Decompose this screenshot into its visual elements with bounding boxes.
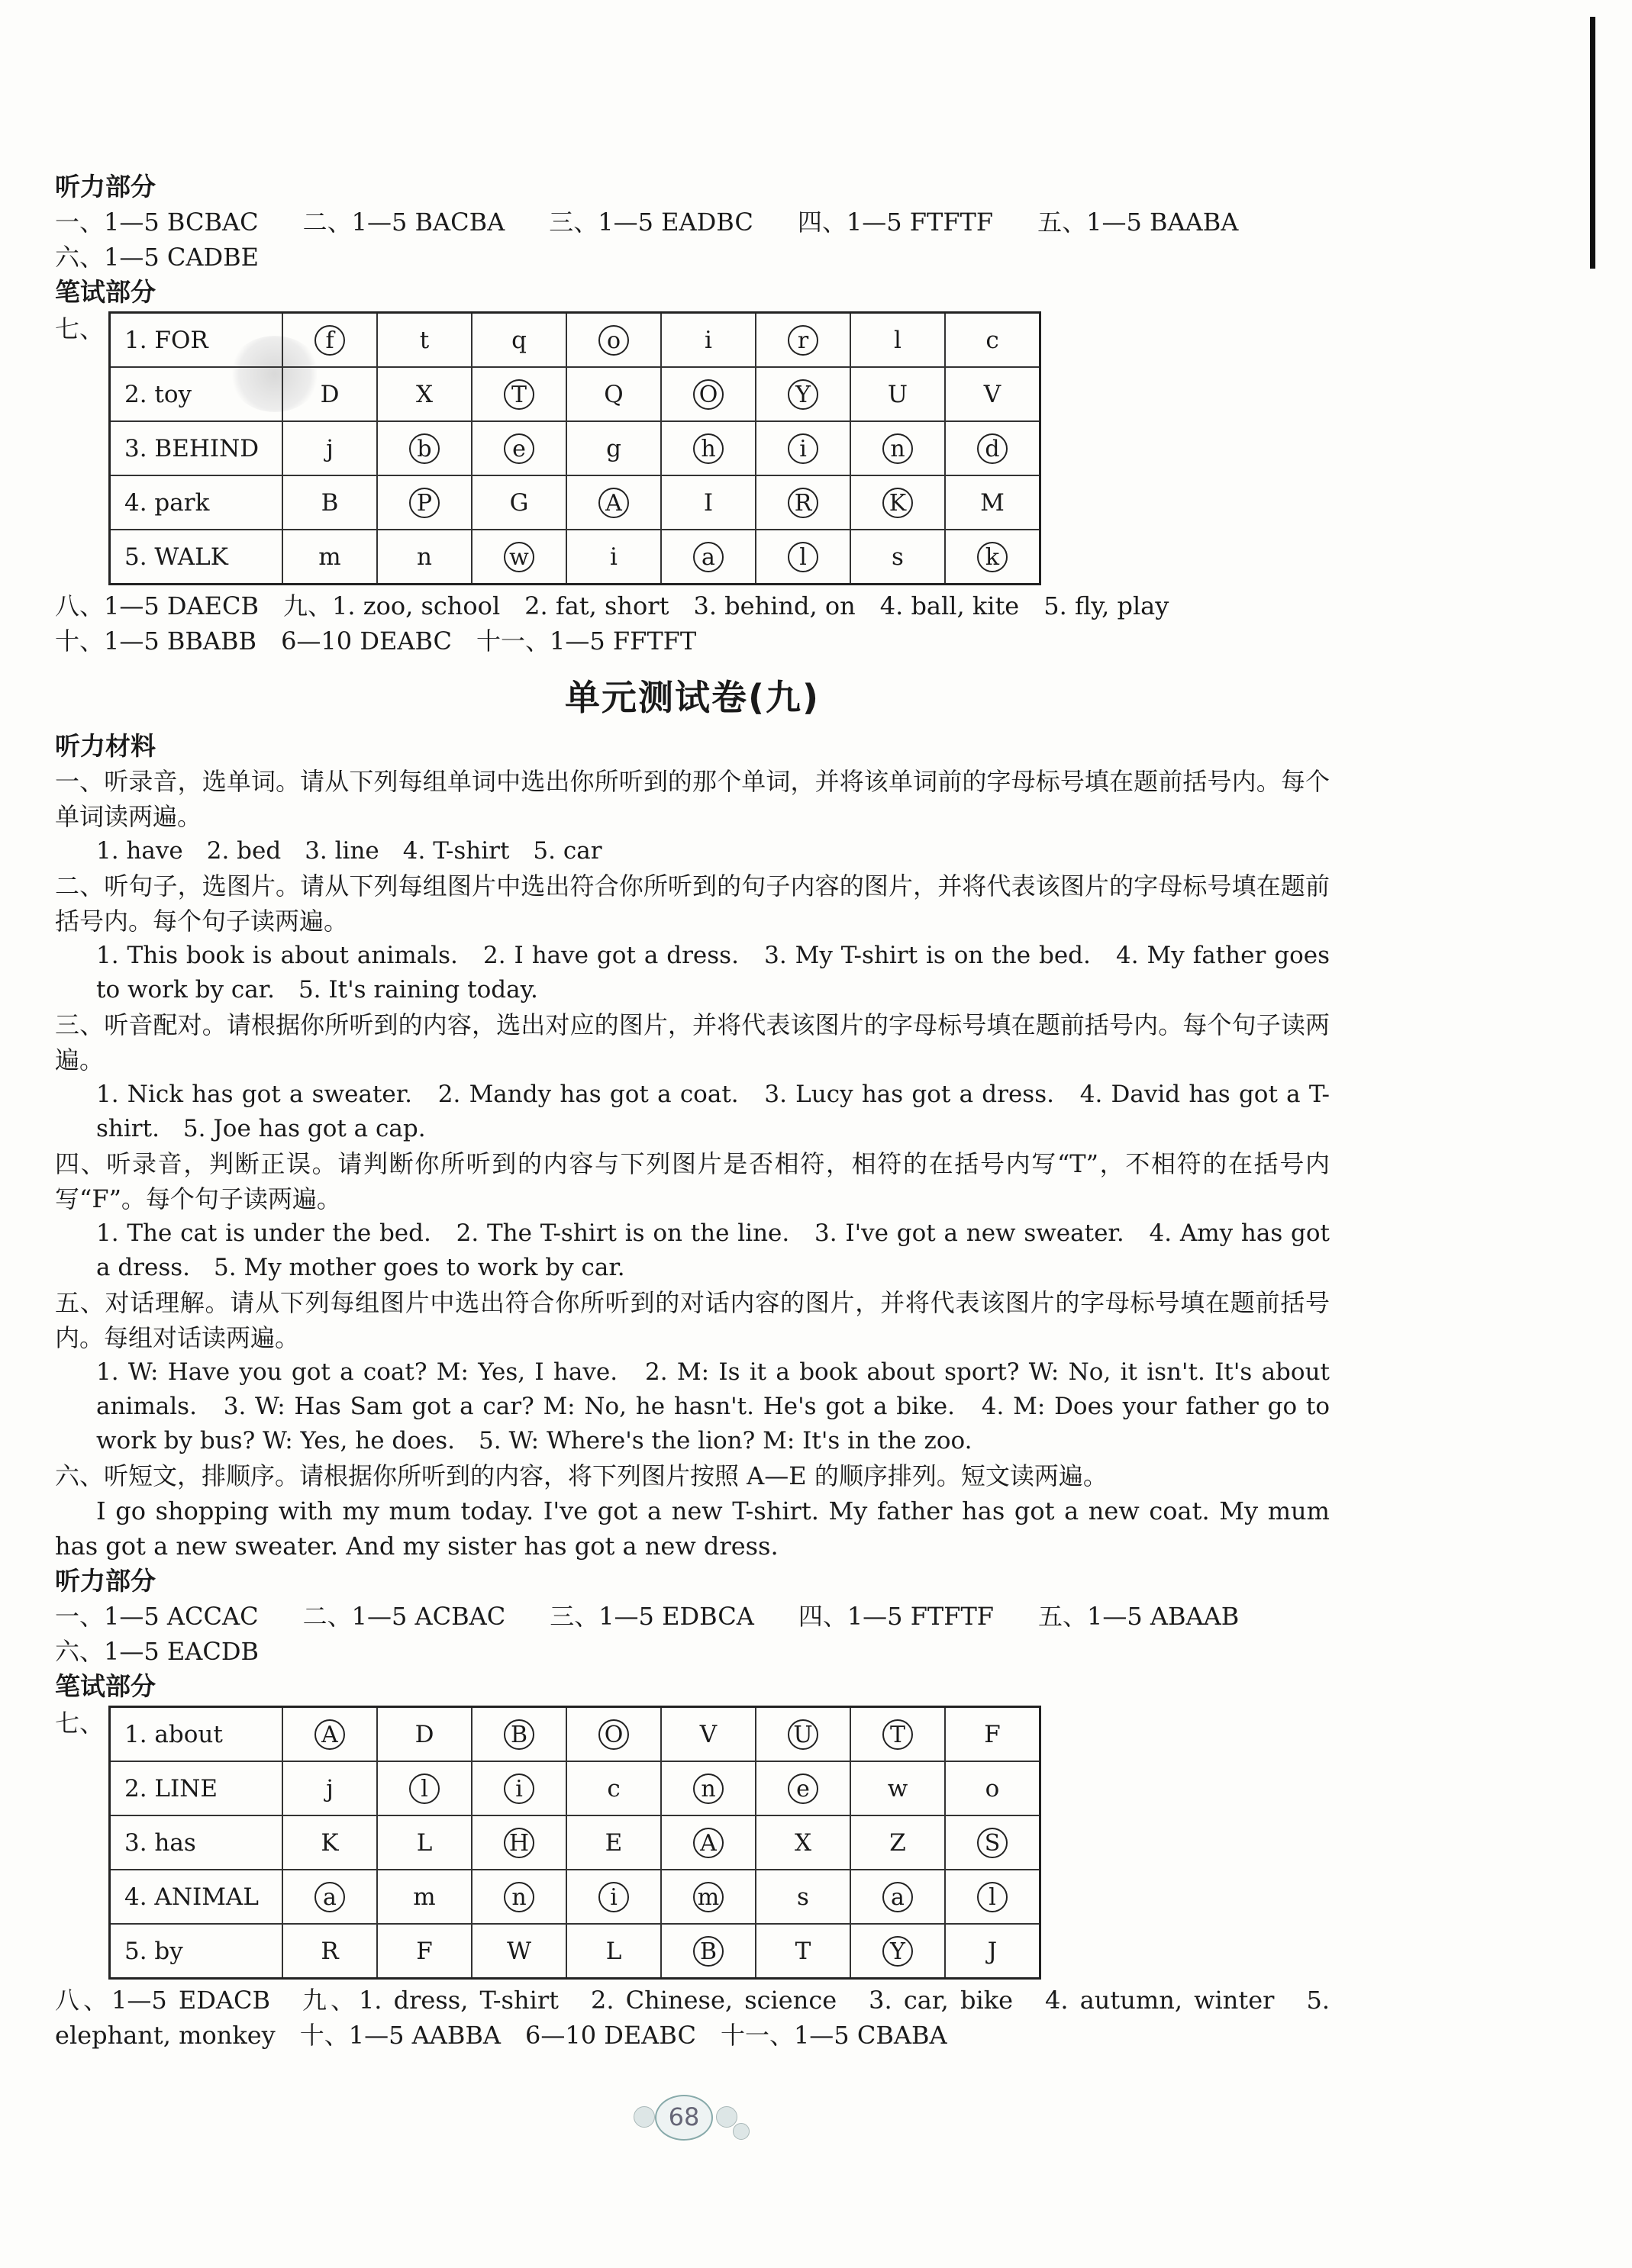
listening-answers-2b: 六、1—5 EACDB (55, 1637, 260, 1666)
q4-instruction: 四、听录音，判断正误。请判断你所听到的内容与下列图片是否相符，相符的在括号内写“T”，不相符的在括号内写“F”。每个句子读两遍。 (55, 1149, 1330, 1213)
answer-item: 五、1—5 ABAAB (1038, 1602, 1240, 1631)
grid-cell: t (377, 313, 472, 368)
circled-letter: K (882, 488, 913, 518)
grid-cell: I (661, 475, 756, 530)
written-heading-2: 笔试部分 (55, 1671, 156, 1701)
grid-cell: j (282, 1761, 377, 1815)
grid-cell (472, 421, 566, 475)
circled-letter: a (693, 542, 724, 572)
grid-word: 5. by (110, 1924, 283, 1979)
grid-cell (566, 475, 661, 530)
grid-cell (945, 1815, 1040, 1870)
listening-answers-1b: 六、1—5 CADBE (55, 243, 260, 272)
q6-passage: I go shopping with my mum today. I've got a new T-shirt. My father has got a new coat. My mum has got a new sweater. And my sister has got a new dress. (55, 1496, 1330, 1561)
grid-cell (945, 1870, 1040, 1924)
grid-cell: m (377, 1870, 472, 1924)
page-number: 68 (655, 2095, 713, 2141)
grid-cell: D (377, 1707, 472, 1762)
answer-item: 一、1—5 ACCAC (55, 1602, 259, 1631)
material-heading: 听力材料 (55, 731, 156, 761)
circled-letter: k (977, 542, 1008, 572)
circled-letter: A (598, 488, 629, 518)
grid-word: 4. ANIMAL (110, 1870, 283, 1924)
circled-letter: l (788, 542, 818, 572)
grid-cell: Z (850, 1815, 945, 1870)
q4-items: 1. The cat is under the bed. 2. The T-shirt is on the line. 3. I've got a new sweater. 4. Amy has got a dress. 5. My mother goes to work by car. (96, 1219, 1330, 1281)
grid-cell (850, 1707, 945, 1762)
q3-instruction: 三、听音配对。请根据你所听到的内容，选出对应的图片，并将代表该图片的字母标号填在题前括号内。每个句子读两遍。 (55, 1010, 1330, 1074)
circled-letter: B (693, 1936, 724, 1967)
grid-cell (377, 475, 472, 530)
grid-word: 2. toy (110, 367, 283, 421)
answer-page (55, 169, 1330, 2053)
circled-letter: O (598, 1719, 629, 1750)
grid-word: 4. park (110, 475, 283, 530)
grid-word: 5. WALK (110, 530, 283, 585)
page-edge-line (1590, 17, 1595, 269)
grid-cell: c (945, 313, 1040, 368)
answers-8-9: 八、1—5 DAECB 九、1. zoo, school 2. fat, short 3. behind, on 4. ball, kite 5. fly, play (55, 591, 1169, 620)
circled-letter: B (504, 1719, 534, 1750)
answer-item: 三、1—5 EADBC (549, 208, 753, 237)
grid-cell (756, 1707, 850, 1762)
circled-letter: n (693, 1773, 724, 1804)
circled-letter: i (788, 433, 818, 464)
circled-letter: T (504, 379, 534, 410)
answers-10-11: 十、1—5 BBABB 6—10 DEABC 十一、1—5 FFTFT (55, 627, 697, 656)
circled-letter: l (409, 1773, 440, 1804)
grid-cell: F (945, 1707, 1040, 1762)
grid-cell: L (377, 1815, 472, 1870)
grid-cell: s (756, 1870, 850, 1924)
grid-cell: J (945, 1924, 1040, 1979)
circled-letter: T (882, 1719, 913, 1750)
grid-cell: U (850, 367, 945, 421)
grid-row (110, 530, 1040, 585)
grid-row (110, 1870, 1040, 1924)
answers-8-11-part2: 八、1—5 EDACB 九、1. dress, T-shirt 2. Chinese, science 3. car, bike 4. autumn, winter 5. elephant, monkey 十、1—5 AABBA 6—10 DEABC 十一、1—5 CBABA (55, 1986, 1330, 2050)
circled-letter: P (409, 488, 440, 518)
written-heading-1: 笔试部分 (55, 277, 156, 307)
grid-cell: T (756, 1924, 850, 1979)
q2-items: 1. This book is about animals. 2. I have got a dress. 3. My T-shirt is on the bed. 4. My father goes to work by car. 5. It's raining today. (96, 942, 1330, 1004)
answer-item: 四、1—5 FTFTF (797, 208, 994, 237)
circled-letter: n (504, 1882, 534, 1912)
grid-cell: K (282, 1815, 377, 1870)
circled-letter: i (598, 1882, 629, 1912)
decor-bubble (634, 2106, 655, 2128)
grid-cell (661, 1761, 756, 1815)
listening-heading-1: 听力部分 (55, 172, 156, 201)
grid-cell: B (282, 475, 377, 530)
decor-bubble (733, 2123, 750, 2140)
circled-letter: m (693, 1882, 724, 1912)
q5-instruction: 五、对话理解。请从下列每组图片中选出符合你所听到的对话内容的图片，并将代表该图片的字母标号填在题前括号内。每组对话读两遍。 (55, 1288, 1330, 1352)
grid-cell: j (282, 421, 377, 475)
circled-letter: h (693, 433, 724, 464)
grid-cell (850, 475, 945, 530)
grid-cell (661, 367, 756, 421)
q1-instruction: 一、听录音，选单词。请从下列每组单词中选出你所听到的那个单词，并将该单词前的字母标号填在题前括号内。每个单词读两遍。 (55, 767, 1330, 831)
grid-cell (850, 1924, 945, 1979)
circled-letter: f (314, 325, 345, 356)
grid-cell: Q (566, 367, 661, 421)
circled-letter: e (788, 1773, 818, 1804)
grid-row (110, 1707, 1040, 1762)
answer-item: 二、1—5 BACBA (302, 208, 505, 237)
circled-letter: w (504, 542, 534, 572)
grid-cell (850, 421, 945, 475)
grid-cell (472, 1761, 566, 1815)
grid-cell: F (377, 1924, 472, 1979)
grid-cell: M (945, 475, 1040, 530)
grid-cell (661, 1815, 756, 1870)
circled-letter: n (882, 433, 913, 464)
circled-letter: i (504, 1773, 534, 1804)
grid-cell: i (661, 313, 756, 368)
grid-cell (756, 367, 850, 421)
grid-cell (282, 313, 377, 368)
circled-letter: H (504, 1828, 534, 1858)
grid-row (110, 475, 1040, 530)
answer-item: 三、1—5 EDBCA (550, 1602, 754, 1631)
grid-label: 七、 (55, 1709, 105, 1738)
q1-items: 1. have 2. bed 3. line 4. T-shirt 5. car (96, 837, 602, 865)
circled-letter: O (693, 379, 724, 410)
grid-cell (661, 1924, 756, 1979)
grid-cell (472, 1707, 566, 1762)
circled-letter: Y (882, 1936, 913, 1967)
grid-cell: X (377, 367, 472, 421)
grid-cell (566, 1707, 661, 1762)
grid-cell (756, 313, 850, 368)
circled-letter: r (788, 325, 818, 356)
circled-letter: l (977, 1882, 1008, 1912)
grid-cell (756, 421, 850, 475)
grid-row (110, 1815, 1040, 1870)
letter-grid-2 (55, 1706, 1330, 1980)
grid-row (110, 313, 1040, 368)
grid-cell (377, 421, 472, 475)
grid-cell: s (850, 530, 945, 585)
circled-letter: U (788, 1719, 818, 1750)
grid-cell: W (472, 1924, 566, 1979)
grid-cell (472, 367, 566, 421)
letter-grid-1 (55, 311, 1330, 585)
circled-letter: o (598, 325, 629, 356)
grid-cell: L (566, 1924, 661, 1979)
grid-cell (566, 313, 661, 368)
answer-item: 一、1—5 BCBAC (55, 208, 259, 237)
grid-cell (756, 1761, 850, 1815)
circled-letter: A (693, 1828, 724, 1858)
grid-cell (661, 530, 756, 585)
grid-cell (566, 1870, 661, 1924)
grid-row (110, 421, 1040, 475)
grid-cell: l (850, 313, 945, 368)
grid-cell (472, 1815, 566, 1870)
grid-cell (472, 530, 566, 585)
grid-cell: m (282, 530, 377, 585)
grid-cell (850, 1870, 945, 1924)
grid-word: 1. about (110, 1707, 283, 1762)
answer-item: 四、1—5 FTFTF (798, 1602, 995, 1631)
letter-table-1 (108, 311, 1041, 585)
grid-cell: D (282, 367, 377, 421)
circled-letter: Y (788, 379, 818, 410)
grid-cell: i (566, 530, 661, 585)
grid-cell (377, 1761, 472, 1815)
listening-answers-2 (55, 1599, 1330, 1634)
listening-answers-1 (55, 205, 1330, 240)
grid-cell (282, 1707, 377, 1762)
grid-cell (756, 475, 850, 530)
grid-cell: G (472, 475, 566, 530)
grid-cell: E (566, 1815, 661, 1870)
q5-items: 1. W: Have you got a coat? M: Yes, I have. 2. M: Is it a book about sport? W: No, it isn't. It's about animals. 3. W: Has Sam got a car? M: No, he hasn't. He's got a bike. 4. M: Does your father go to work by bus? W: Yes, he does. 5. W: Where's the lion? M: It's in the zoo. (96, 1358, 1330, 1455)
grid-word: 2. LINE (110, 1761, 283, 1815)
grid-cell (472, 1870, 566, 1924)
grid-cell: V (661, 1707, 756, 1762)
grid-cell (282, 1870, 377, 1924)
answer-item: 五、1—5 BAABA (1037, 208, 1239, 237)
circled-letter: a (314, 1882, 345, 1912)
grid-cell: g (566, 421, 661, 475)
grid-cell: c (566, 1761, 661, 1815)
grid-cell: R (282, 1924, 377, 1979)
grid-cell: q (472, 313, 566, 368)
grid-cell: w (850, 1761, 945, 1815)
q6-instruction: 六、听短文，排顺序。请根据你所听到的内容，将下列图片按照 A—E 的顺序排列。短文读两遍。 (55, 1461, 1108, 1490)
circled-letter: d (977, 433, 1008, 464)
grid-row (110, 1924, 1040, 1979)
grid-cell: o (945, 1761, 1040, 1815)
circled-letter: A (314, 1719, 345, 1750)
grid-cell (945, 421, 1040, 475)
answer-item: 二、1—5 ACBAC (302, 1602, 506, 1631)
q2-instruction: 二、听句子，选图片。请从下列每组图片中选出符合你所听到的句子内容的图片，并将代表该图片的字母标号填在题前括号内。每个句子读两遍。 (55, 871, 1330, 936)
letter-table-2 (108, 1706, 1041, 1980)
circled-letter: R (788, 488, 818, 518)
grid-row (110, 1761, 1040, 1815)
grid-cell: X (756, 1815, 850, 1870)
grid-label: 七、 (55, 314, 105, 343)
circled-letter: e (504, 433, 534, 464)
circled-letter: S (977, 1828, 1008, 1858)
decor-bubble (716, 2106, 737, 2128)
grid-cell: n (377, 530, 472, 585)
grid-row (110, 367, 1040, 421)
grid-word: 3. BEHIND (110, 421, 283, 475)
unit-test-title: 单元测试卷(九) (564, 677, 821, 718)
grid-cell (661, 421, 756, 475)
grid-word: 1. FOR (110, 313, 283, 368)
grid-cell: V (945, 367, 1040, 421)
circled-letter: b (409, 433, 440, 464)
grid-cell (945, 530, 1040, 585)
listening-heading-2: 听力部分 (55, 1566, 156, 1596)
grid-word: 3. has (110, 1815, 283, 1870)
grid-cell (661, 1870, 756, 1924)
q3-items: 1. Nick has got a sweater. 2. Mandy has got a coat. 3. Lucy has got a dress. 4. David has got a T-shirt. 5. Joe has got a cap. (96, 1081, 1330, 1142)
grid-cell (756, 530, 850, 585)
circled-letter: a (882, 1882, 913, 1912)
